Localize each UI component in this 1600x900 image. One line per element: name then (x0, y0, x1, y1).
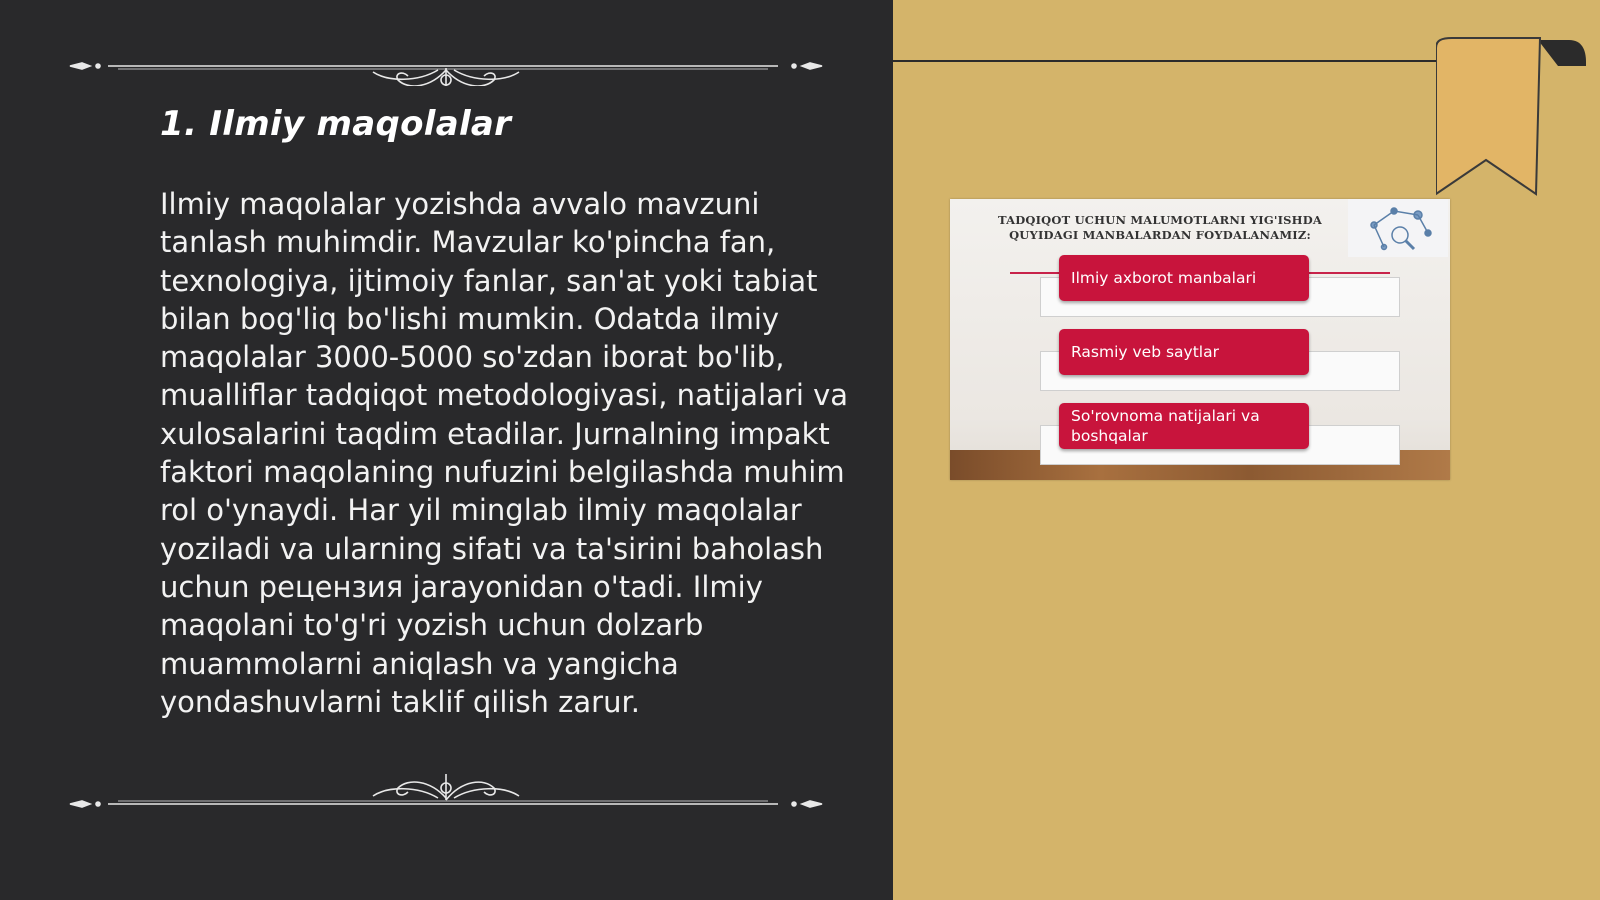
ornament-divider-icon (68, 46, 824, 86)
image-heading-line-2: QUYIDAGI MANBALARDAN FOYDALANAMIZ: (1009, 228, 1311, 242)
embedded-slide-image (950, 199, 1450, 480)
connector-line (1300, 272, 1390, 274)
source-item-pill: Ilmiy axborot manbalari (1059, 255, 1309, 301)
horizontal-rule (893, 60, 1439, 62)
image-heading (980, 213, 1340, 243)
source-item-pill: Rasmiy veb saytlar (1059, 329, 1309, 375)
bookmark-ribbon-icon (1436, 36, 1586, 196)
source-item-pill: So'rovnoma natijalari va boshqalar (1059, 403, 1309, 449)
body-paragraph: Ilmiy maqolalar yozishda avvalo mavzuni tanlash muhimdir. Mavzular ko'pincha fan, texnologiya, ijtimoiy fanlar, san'at yoki tabiat bilan bog'liq bo'lishi mumkin. Odatda ilmiy maqolalar 3000-5000 so'zdan iborat bo'lib, mualliflar tadqiqot metodologiyasi, natijalari va xulosalarini taqdim etadilar. Jurnalning impakt faktori maqolaning nufuzini belgilashda muhim rol o'ynaydi. Har yil minglab ilmiy maqolalar yoziladi va ularning sifati va ta'sirini baholash uchun рецензия jarayonidan o'tadi. Ilmiy maqolani to'g'ri yozish uchun dolzarb muammolarni aniqlash va yangicha yondashuvlarni taklif qilish zarur. (160, 187, 849, 719)
ornament-divider-icon (68, 772, 824, 812)
slide-title: 1. Ilmiy maqolalar (160, 104, 512, 144)
magnifier-network-icon (1348, 199, 1448, 257)
image-heading-line-1: TADQIQOT UCHUN MALUMOTLARNI YIG'ISHDA (997, 213, 1323, 227)
